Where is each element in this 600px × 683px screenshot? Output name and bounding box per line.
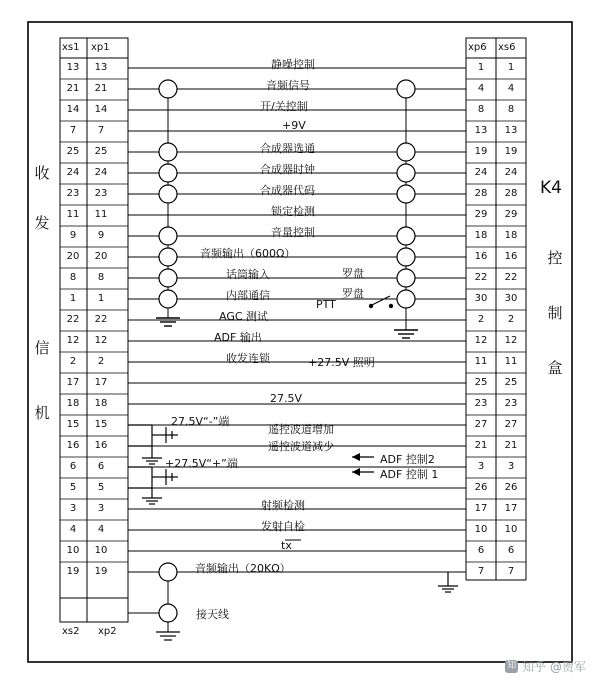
left-inner-pin: 17 [94, 377, 108, 388]
left-inner-pin: 12 [94, 335, 108, 346]
right-inner-pin: 28 [474, 188, 488, 199]
right-inner-pin: 17 [474, 503, 488, 514]
wire-label: 内部通信 [226, 289, 270, 302]
label-remote-down: 遥控波道减少 [268, 440, 334, 453]
left-inner-pin: 8 [97, 272, 105, 283]
label-lamp-27v: +27.5V 照明 [308, 356, 375, 369]
wire-label: 收发连锁 [226, 352, 270, 365]
right-inner-pin: 22 [474, 272, 488, 283]
left-inner-pin: 1 [97, 293, 105, 304]
left-outer-pin: 6 [69, 461, 77, 472]
right-inner-pin: 25 [474, 377, 488, 388]
connector-label-xp2: xp2 [98, 626, 117, 637]
wire-label: 27.5V“-”端 [171, 415, 230, 428]
right-outer-pin: 22 [504, 272, 518, 283]
label-compass-1: 罗盘 [342, 267, 364, 280]
wire-label: 27.5V [270, 392, 303, 405]
right-outer-pin: 28 [504, 188, 518, 199]
left-outer-pin: 13 [66, 62, 80, 73]
left-outer-pin: 23 [66, 188, 80, 199]
left-inner-pin: 13 [94, 62, 108, 73]
left-outer-pin: 7 [69, 125, 77, 136]
left-outer-pin: 5 [69, 482, 77, 493]
right-inner-pin: 1 [477, 62, 485, 73]
left-outer-pin: 11 [66, 209, 80, 220]
left-outer-pin: 1 [69, 293, 77, 304]
right-inner-pin: 10 [474, 524, 488, 535]
right-inner-pin: 6 [477, 545, 485, 556]
right-outer-pin: 17 [504, 503, 518, 514]
right-inner-pin: 29 [474, 209, 488, 220]
right-outer-pin: 29 [504, 209, 518, 220]
right-outer-pin: 25 [504, 377, 518, 388]
left-outer-pin: 8 [69, 272, 77, 283]
right-inner-pin: 23 [474, 398, 488, 409]
right-outer-pin: 30 [504, 293, 518, 304]
right-outer-pin: 18 [504, 230, 518, 241]
left-inner-pin: 23 [94, 188, 108, 199]
right-outer-pin: 21 [504, 440, 518, 451]
left-outer-pin: 19 [66, 566, 80, 577]
left-outer-pin: 24 [66, 167, 80, 178]
right-inner-pin: 27 [474, 419, 488, 430]
right-outer-pin: 24 [504, 167, 518, 178]
right-inner-pin: 21 [474, 440, 488, 451]
left-unit-char-3: 机 [34, 404, 50, 422]
label-adf-ctrl-2: ADF 控制2 [380, 453, 435, 466]
wire-label: 合成器代码 [260, 184, 315, 197]
right-inner-pin: 12 [474, 335, 488, 346]
left-outer-pin: 22 [66, 314, 80, 325]
right-inner-pin: 2 [477, 314, 485, 325]
wire-label: 合成器时钟 [260, 163, 315, 176]
right-inner-pin: 19 [474, 146, 488, 157]
connector-label-xs6: xs6 [498, 42, 516, 53]
right-inner-pin: 8 [477, 104, 485, 115]
wire-label: 发射自检 [261, 520, 305, 533]
right-outer-pin: 1 [507, 62, 515, 73]
left-outer-pin: 2 [69, 356, 77, 367]
left-outer-pin: 15 [66, 419, 80, 430]
connector-label-xs2: xs2 [62, 626, 80, 637]
wire-label: 音量控制 [271, 226, 315, 239]
left-inner-pin: 21 [94, 83, 108, 94]
left-unit-char-1: 发 [34, 214, 50, 232]
zhihu-logo-icon: 知 [507, 661, 517, 671]
wire-label: +9V [282, 119, 306, 132]
left-inner-pin: 16 [94, 440, 108, 451]
left-outer-pin: 9 [69, 230, 77, 241]
right-inner-pin: 7 [477, 566, 485, 577]
left-inner-pin: 3 [97, 503, 105, 514]
wire-label: 音频信号 [266, 79, 310, 92]
label-compass-2: 罗盘 [342, 287, 364, 300]
right-unit-char-0: 控 [547, 249, 563, 267]
left-inner-pin: 7 [97, 125, 105, 136]
right-outer-pin: 11 [504, 356, 518, 367]
label-antenna: 接天线 [196, 608, 229, 621]
right-outer-pin: 10 [504, 524, 518, 535]
left-unit-char-0: 收 [34, 164, 50, 182]
wire-label: 开/关控制 [260, 100, 308, 113]
right-outer-pin: 3 [507, 461, 515, 472]
left-outer-pin: 16 [66, 440, 80, 451]
right-unit-title: K4 [540, 178, 562, 198]
right-inner-pin: 30 [474, 293, 488, 304]
wire-label: AGC 测试 [219, 310, 269, 323]
connector-label-xs1: xs1 [62, 42, 80, 53]
right-outer-pin: 4 [507, 83, 515, 94]
right-outer-pin: 8 [507, 104, 515, 115]
left-unit-char-2: 信 [34, 339, 50, 357]
right-inner-pin: 18 [474, 230, 488, 241]
left-inner-pin: 18 [94, 398, 108, 409]
left-inner-pin: 6 [97, 461, 105, 472]
wire-label: tx [281, 539, 292, 552]
right-outer-pin: 27 [504, 419, 518, 430]
right-inner-pin: 3 [477, 461, 485, 472]
left-outer-pin: 25 [66, 146, 80, 157]
wire-label: 合成器选通 [260, 142, 315, 155]
watermark [505, 658, 586, 675]
left-outer-pin: 3 [69, 503, 77, 514]
wire-label: 射频检测 [261, 499, 305, 512]
connector-label-xp6: xp6 [468, 42, 487, 53]
right-inner-pin: 26 [474, 482, 488, 493]
left-outer-pin: 12 [66, 335, 80, 346]
wire-label: 锁定检测 [271, 205, 315, 218]
connector-label-xp1: xp1 [91, 42, 110, 53]
right-outer-pin: 6 [507, 545, 515, 556]
right-unit-char-2: 盒 [547, 359, 563, 377]
wire-label: 静噪控制 [271, 58, 315, 71]
right-outer-pin: 23 [504, 398, 518, 409]
left-inner-pin: 14 [94, 104, 108, 115]
right-outer-pin: 7 [507, 566, 515, 577]
left-inner-pin: 5 [97, 482, 105, 493]
right-outer-pin: 19 [504, 146, 518, 157]
right-inner-pin: 24 [474, 167, 488, 178]
label-adf-ctrl-1: ADF 控制 1 [380, 468, 439, 481]
wire-label: ADF 输出 [214, 331, 262, 344]
right-inner-pin: 13 [474, 125, 488, 136]
left-inner-pin: 22 [94, 314, 108, 325]
left-inner-pin: 25 [94, 146, 108, 157]
right-outer-pin: 13 [504, 125, 518, 136]
watermark-text: 知乎 @贺军 [522, 660, 586, 674]
left-outer-pin: 20 [66, 251, 80, 262]
left-inner-pin: 24 [94, 167, 108, 178]
left-inner-pin: 11 [94, 209, 108, 220]
left-inner-pin: 10 [94, 545, 108, 556]
left-inner-pin: 20 [94, 251, 108, 262]
left-inner-pin: 19 [94, 566, 108, 577]
wire-label: +27.5V“+”端 [165, 457, 238, 470]
right-inner-pin: 4 [477, 83, 485, 94]
label-ptt: PTT [316, 298, 336, 311]
left-outer-pin: 14 [66, 104, 80, 115]
left-outer-pin: 17 [66, 377, 80, 388]
left-outer-pin: 10 [66, 545, 80, 556]
right-inner-pin: 16 [474, 251, 488, 262]
left-inner-pin: 9 [97, 230, 105, 241]
left-inner-pin: 15 [94, 419, 108, 430]
right-outer-pin: 16 [504, 251, 518, 262]
right-outer-pin: 12 [504, 335, 518, 346]
wire-label: 话筒输入 [226, 268, 270, 281]
left-inner-pin: 4 [97, 524, 105, 535]
wire-label: 音频输出（600Ω） [200, 247, 296, 260]
label-remote-up: 遥控波道增加 [268, 423, 334, 436]
left-outer-pin: 4 [69, 524, 77, 535]
right-outer-pin: 2 [507, 314, 515, 325]
wire-label: 音频输出（20KΩ） [195, 562, 291, 575]
left-outer-pin: 18 [66, 398, 80, 409]
right-unit-char-1: 制 [547, 304, 563, 322]
left-outer-pin: 21 [66, 83, 80, 94]
left-inner-pin: 2 [97, 356, 105, 367]
right-inner-pin: 11 [474, 356, 488, 367]
right-outer-pin: 26 [504, 482, 518, 493]
